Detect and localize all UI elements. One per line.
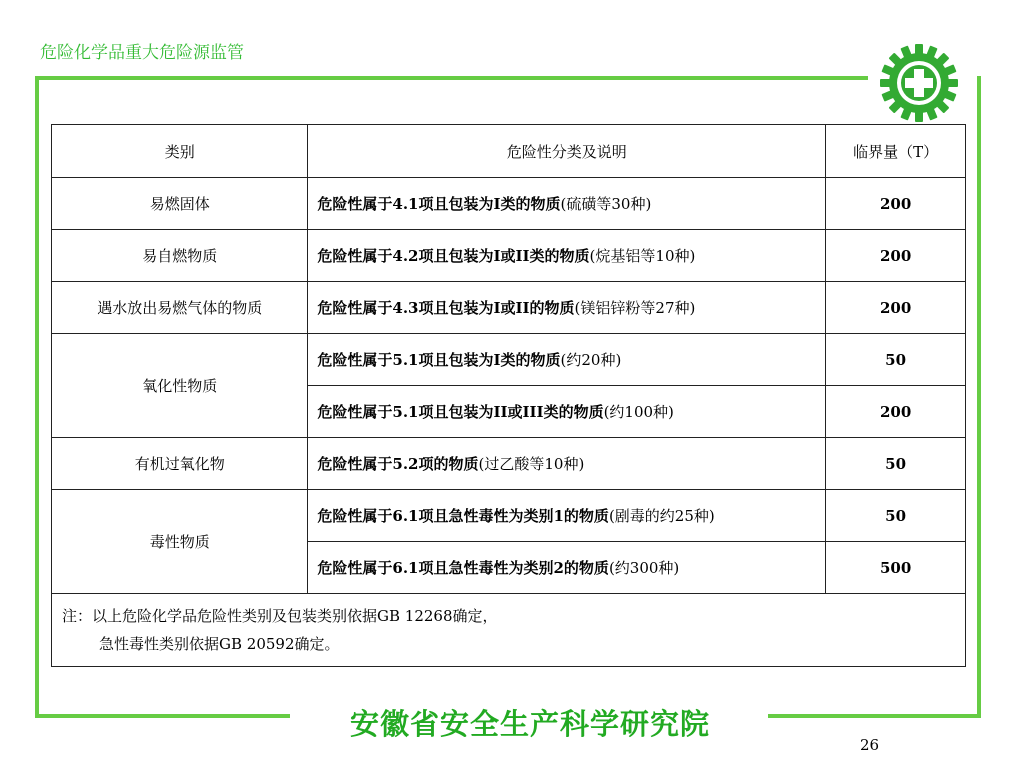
cell-threshold: 200: [826, 282, 966, 334]
desc-main: 危险性属于6.1项且急性毒性为类别1的物质: [317, 507, 609, 525]
cell-threshold: 500: [826, 542, 966, 594]
desc-note: (烷基铝等10种): [589, 247, 696, 265]
cell-category: 易燃固体: [52, 178, 308, 230]
desc-note: (剧毒的约25种): [608, 507, 715, 525]
desc-main: 危险性属于5.1项且包装为II或III类的物质: [317, 403, 604, 421]
cell-category: 有机过氧化物: [52, 438, 308, 490]
cell-description: [308, 178, 826, 230]
cell-description: [308, 490, 826, 542]
cell-category: 遇水放出易燃气体的物质: [52, 282, 308, 334]
frame-bottom-left-border: [35, 714, 290, 718]
cell-description: [308, 282, 826, 334]
note-line-2: 急性毒性类别依据GB 20592确定。: [99, 635, 340, 653]
desc-main: 危险性属于4.1项且包装为I类的物质: [317, 195, 561, 213]
cell-threshold: 200: [826, 230, 966, 282]
cell-category: 毒性物质: [52, 490, 308, 594]
cell-category: 氧化性物质: [52, 334, 308, 438]
table-row: [52, 490, 966, 542]
cell-threshold: 50: [826, 438, 966, 490]
cell-threshold: 50: [826, 334, 966, 386]
slide-title: 危险化学品重大危险源监管: [40, 43, 244, 63]
desc-note: (约100种): [603, 403, 674, 421]
frame-top-border: [35, 76, 868, 80]
desc-main: 危险性属于5.2项的物质: [317, 455, 479, 473]
desc-note: (镁铝锌粉等27种): [574, 299, 696, 317]
table-row: [52, 438, 966, 490]
cell-description: [308, 334, 826, 386]
organization-name: 安徽省安全生产科学研究院: [349, 707, 710, 741]
table-row: [52, 230, 966, 282]
table-note-row: [52, 594, 966, 667]
table-row: [52, 178, 966, 230]
cell-threshold: 50: [826, 490, 966, 542]
desc-note: (硫磺等30种): [560, 195, 652, 213]
cell-description: [308, 438, 826, 490]
cell-description: [308, 230, 826, 282]
page-number: 26: [860, 736, 880, 754]
table-row: [52, 334, 966, 386]
header-category: 类别: [52, 125, 308, 178]
desc-main: 危险性属于5.1项且包装为I类的物质: [317, 351, 561, 369]
desc-note: (约300种): [608, 559, 680, 577]
table-row: [52, 282, 966, 334]
green-cross-gear-icon: [878, 42, 960, 124]
frame-right-border: [977, 76, 981, 718]
hazard-threshold-table: [51, 124, 966, 667]
cell-description: [308, 542, 826, 594]
desc-main: 危险性属于6.1项且急性毒性为类别2的物质: [317, 559, 609, 577]
desc-main: 危险性属于4.3项且包装为I或II的物质: [317, 299, 575, 317]
cell-threshold: 200: [826, 178, 966, 230]
desc-note: (约20种): [560, 351, 622, 369]
cell-category: 易自燃物质: [52, 230, 308, 282]
header-threshold: 临界量（T）: [826, 125, 966, 178]
table-header-row: [52, 125, 966, 178]
cell-threshold: 200: [826, 386, 966, 438]
table-note: [52, 594, 966, 667]
frame-left-border: [35, 76, 39, 718]
desc-note: (过乙酸等10种): [478, 455, 585, 473]
header-description: 危险性分类及说明: [308, 125, 826, 178]
note-line-1: 注：以上危险化学品危险性类别及包装类别依据GB 12268确定，: [62, 607, 498, 625]
cell-description: [308, 386, 826, 438]
frame-bottom-right-border: [768, 714, 981, 718]
desc-main: 危险性属于4.2项且包装为I或II类的物质: [317, 247, 590, 265]
